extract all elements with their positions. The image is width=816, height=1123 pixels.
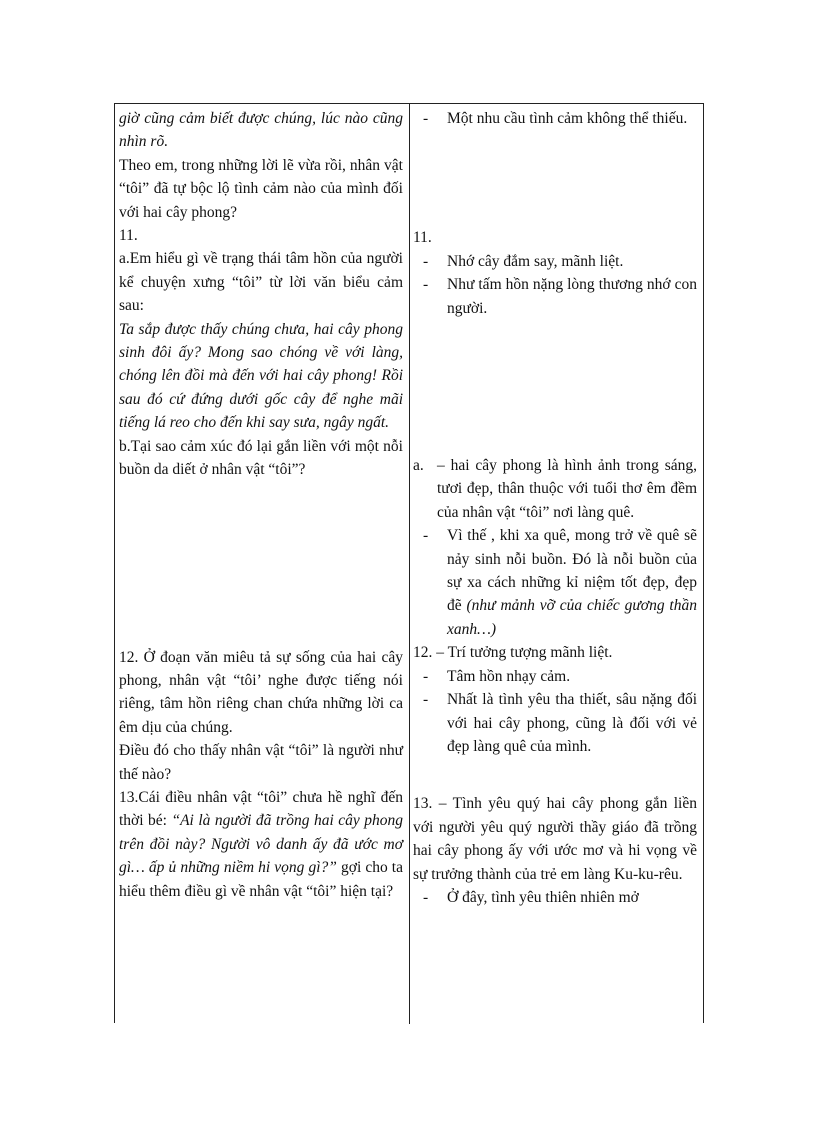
- answer-12: 12. – Trí tưởng tượng mãnh liệt.: [413, 644, 613, 662]
- answer-11-item-2: - Như tấm hồn nặng lòng thương nhớ con người.: [413, 273, 697, 320]
- question-13-quote: “Ai là người đã trồng hai cây phong trên đồi này? Người vô danh ấy đã ước mơ gì… ấp ủ những niềm hi vọng gì?”: [119, 812, 403, 877]
- questions-column: [119, 104, 403, 903]
- question-11a-quote: Ta sắp được thấy chúng chưa, hai cây phong sinh đôi ấy? Mong sao chóng về với làng, chóng lên đồi mà đến với hai cây phong! Rồi sau đó cứ đứng dưới gốc cây để nghe mãi tiếng lá reo cho đến khi say sưa, ngây ngất.: [119, 320, 403, 432]
- question-12-continued: Điều đó cho thấy nhân vật “tôi” là người như thế nào?: [119, 742, 403, 783]
- answer-12-item-2: - Nhất là tình yêu tha thiết, sâu nặng đối với hai cây phong, cũng là đối với vẻ đẹp làng quê của mình.: [413, 688, 697, 758]
- question-13-start: 13.Cái điều nhân vật “tôi” chưa hề nghĩ đến thời bé:: [119, 788, 403, 830]
- answer-13: 13. – Tình yêu quý hai cây phong gắn liền với người yêu quý người thầy giáo đã trồng hai cây phong ấy với ước mơ và hi vọng về sự trưởng thành của trẻ em làng Ku-ku-rêu.: [413, 795, 697, 883]
- question-12: 12. Ở đoạn văn miêu tả sự sống của hai cây phong, nhân vật “tôi’ nghe được tiếng nói riêng, tâm hồn riêng chan chứa những lời ca êm dịu của chúng.: [119, 648, 403, 736]
- answer-11b-item-start: Vì thế , khi xa quê, mong trở về quê sẽ nảy sinh nỗi buồn. Đó là nỗi buồn của sự xa cách những kỉ niệm tốt đẹp, đẹp đẽ: [447, 527, 697, 615]
- answer-11b-item-italic: (như mảnh vỡ của chiếc gương thần xanh…): [447, 597, 697, 638]
- question-11a: a.Em hiểu gì về trạng thái tâm hồn của người kể chuyện xưng “tôi” từ lời văn biểu cảm sau:: [119, 250, 403, 315]
- question-13-end: gợi cho ta hiểu thêm điều gì về nhân vật “tôi” hiện tại?: [119, 859, 403, 900]
- qa-table: [114, 103, 704, 1023]
- answer-11b-label: a.: [413, 457, 424, 475]
- question-13: [119, 786, 403, 903]
- column-divider: [409, 104, 410, 1024]
- answer-11-number: 11.: [413, 229, 432, 247]
- answer-10-item: - Một nhu cầu tình cảm không thể thiếu.: [413, 107, 697, 130]
- answer-11-item-1: - Nhớ cây đắm say, mãnh liệt.: [413, 250, 697, 273]
- answer-12-item-1: - Tâm hồn nhạy cảm.: [413, 665, 697, 688]
- answer-11b-item: [413, 524, 697, 641]
- answers-column: [413, 104, 697, 909]
- intro-italic-text: giờ cũng cảm biết được chúng, lúc nào cũng nhìn rõ.: [119, 110, 403, 151]
- question-11-number: 11.: [119, 227, 138, 245]
- question-11b: b.Tại sao cảm xúc đó lại gắn liền với một nỗi buồn da diết ở nhân vật “tôi”?: [119, 437, 403, 479]
- answer-11b: [413, 454, 697, 524]
- answer-13-item: - Ở đây, tình yêu thiên nhiên mở: [413, 886, 697, 909]
- question-10: Theo em, trong những lời lẽ vừa rồi, nhân vật “tôi” đã tự bộc lộ tình cảm nào của mình đối với hai cây phong?: [119, 156, 403, 221]
- answer-11b-text: – hai cây phong là hình ảnh trong sáng, tươi đẹp, thân thuộc với tuổi thơ êm đềm của nhân vật “tôi” nơi làng quê.: [437, 457, 697, 521]
